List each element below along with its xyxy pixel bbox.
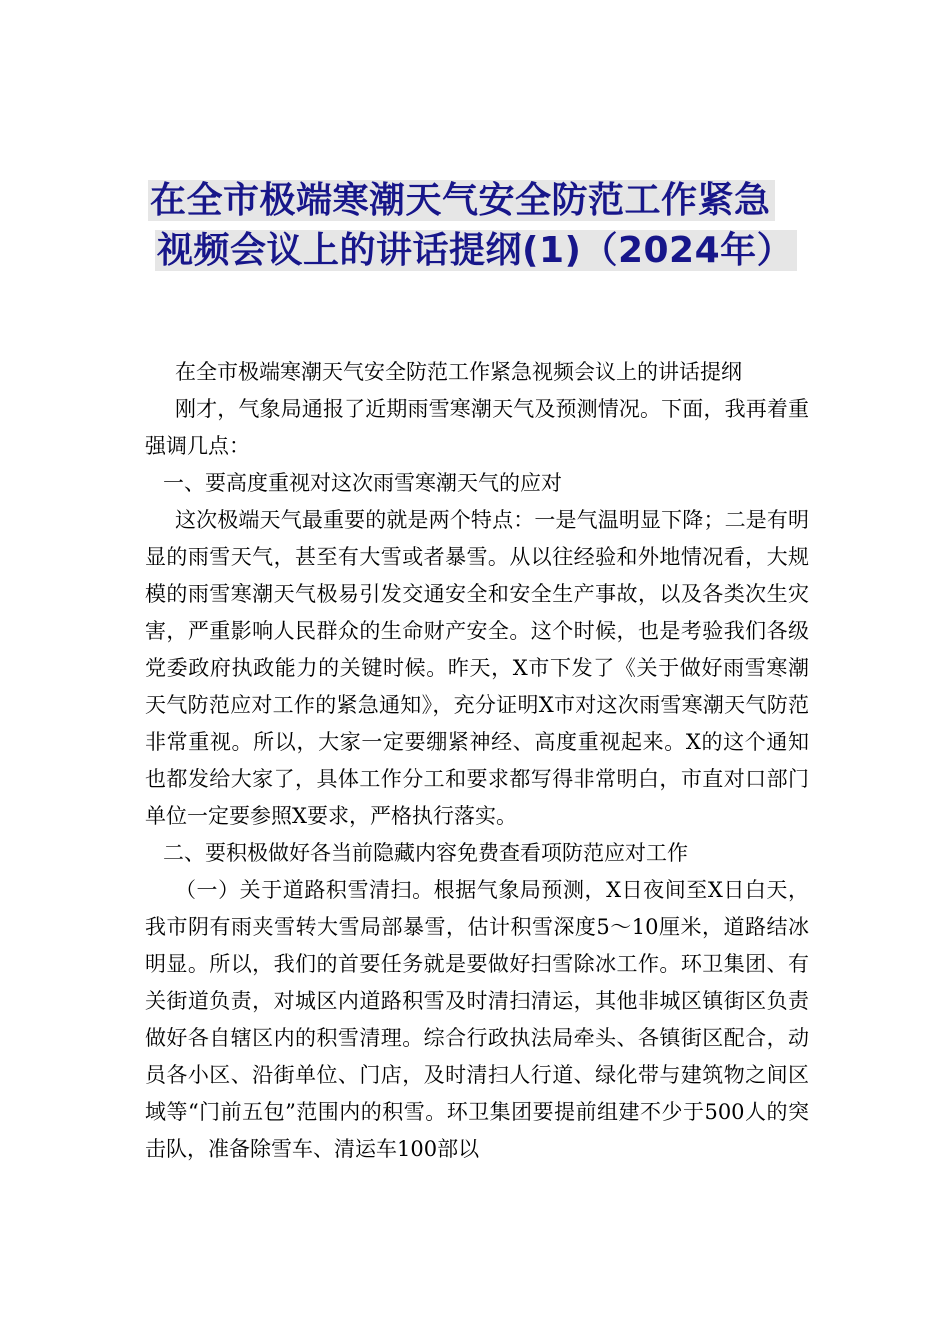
title-line-1-text: 在全市极端寒潮天气安全防范工作紧急 xyxy=(148,180,775,221)
section-heading-1: 一、要高度重视对这次雨雪寒潮天气的应对 xyxy=(163,471,562,495)
document-title xyxy=(148,176,808,276)
paragraph-intro: 刚才，气象局通报了近期雨雪寒潮天气及预测情况。下面，我再着重强调几点： xyxy=(145,397,809,458)
paragraph-road-snow: （一）关于道路积雪清扫。根据气象局预测，X日夜间至X日白天，我市阴有雨夹雪转大雪局部暴雪，估计积雪深度5～10厘米，道路结冰明显。所以，我们的首要任务就是要做好扫雪除冰工作。环卫集团、有关街道负责，对城区内道路积雪及时清扫清运，其他非城区镇街区负责做好各自辖区内的积雪清理。综合行政执法局牵头、各镇街区配合，动员各小区、沿街单位、门店，及时清扫人行道、绿化带与建筑物之间区域等“门前五包”范围内的积雪。环卫集团要提前组建不少于500人的突击队，准备除雪车、清运车100部以 xyxy=(145,878,809,1161)
title-line-1 xyxy=(148,176,808,226)
paragraph-section-1: 这次极端天气最重要的就是两个特点：一是气温明显下降；二是有明显的雨雪天气，甚至有大雪或者暴雪。从以往经验和外地情况看，大规模的雨雪寒潮天气极易引发交通安全和安全生产事故，以及各类次生灾害，严重影响人民群众的生命财产安全。这个时候，也是考验我们各级党委政府执政能力的关键时候。昨天，X市下发了《关于做好雨雪寒潮天气防范应对工作的紧急通知》，充分证明X市对这次雨雪寒潮天气防范非常重视。所以，大家一定要绷紧神经、高度重视起来。X的这个通知也都发给大家了，具体工作分工和要求都写得非常明白，市直对口部门单位一定要参照X要求，严格执行落实。 xyxy=(145,508,809,828)
paragraph-subtitle: 在全市极端寒潮天气安全防范工作紧急视频会议上的讲话提纲 xyxy=(175,360,742,384)
section-heading-2: 二、要积极做好各当前隐藏内容免费查看项防范应对工作 xyxy=(163,841,688,865)
title-line-2 xyxy=(148,226,808,276)
title-line-2-text: 视频会议上的讲话提纲(1)（2024年） xyxy=(155,230,797,271)
document-body xyxy=(145,354,809,1168)
